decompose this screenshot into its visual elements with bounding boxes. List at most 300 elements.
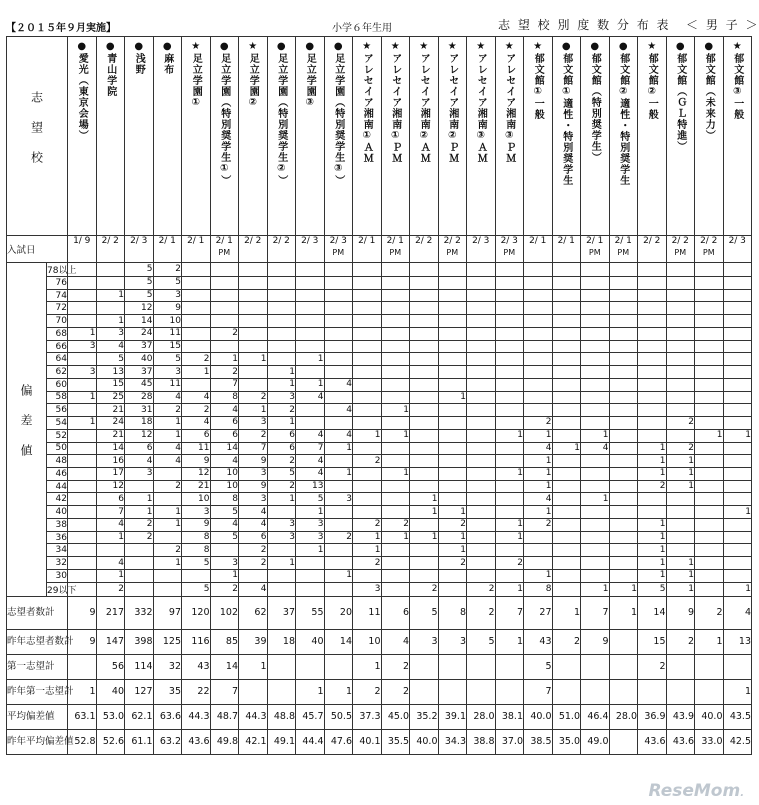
count-cell [666, 289, 695, 302]
count-cell [552, 417, 581, 430]
count-cell [495, 302, 524, 315]
count-cell [495, 366, 524, 379]
count-cell [495, 506, 524, 519]
count-cell [638, 506, 667, 519]
summary-value: 38.8 [467, 729, 496, 754]
count-cell: 1 [68, 327, 97, 340]
count-cell: 2 [239, 557, 268, 570]
count-cell [467, 417, 496, 430]
band-label: 60 [47, 378, 68, 391]
summary-value [609, 679, 638, 704]
count-cell: 1 [125, 506, 154, 519]
summary-value: 1 [239, 654, 268, 679]
count-cell: 21 [182, 480, 211, 493]
count-cell [467, 391, 496, 404]
exam-date-cell [666, 236, 695, 263]
school-name-cell [638, 37, 667, 236]
band-row [7, 327, 752, 340]
count-cell [296, 340, 325, 353]
summary-value: 18 [267, 629, 296, 654]
count-cell: 9 [182, 455, 211, 468]
band-row [7, 429, 752, 442]
count-cell [438, 302, 467, 315]
summary-value: 40.0 [410, 729, 439, 754]
count-cell: 1 [68, 391, 97, 404]
count-cell: 14 [96, 442, 125, 455]
count-cell [438, 378, 467, 391]
summary-value [695, 679, 724, 704]
count-cell [410, 327, 439, 340]
count-cell [68, 277, 97, 290]
summary-value: 1 [296, 679, 325, 704]
count-cell: 2 [239, 391, 268, 404]
count-cell [723, 455, 752, 468]
band-row [7, 518, 752, 531]
count-cell: 2 [153, 544, 182, 557]
count-cell [267, 340, 296, 353]
summary-value: 40 [296, 629, 325, 654]
count-cell [467, 327, 496, 340]
count-cell: 3 [324, 493, 353, 506]
band-row [7, 557, 752, 570]
count-cell: 1 [210, 353, 239, 366]
count-cell: 1 [125, 493, 154, 506]
count-cell [695, 289, 724, 302]
school-name-cell [267, 37, 296, 236]
count-cell [609, 493, 638, 506]
count-cell: 1 [581, 493, 610, 506]
count-cell [68, 518, 97, 531]
count-cell: 1 [666, 569, 695, 582]
band-label: 50 [47, 442, 68, 455]
pm-badge: PM [218, 248, 231, 257]
summary-value [723, 654, 752, 679]
school-name: ★アレセイア湘南③ＰＭ [503, 41, 515, 164]
count-cell [495, 493, 524, 506]
count-cell [666, 429, 695, 442]
school-name: ★アレセイア湘南②ＡＭ [418, 41, 430, 164]
summary-value: 13 [723, 629, 752, 654]
summary-value [267, 679, 296, 704]
count-cell [723, 557, 752, 570]
school-name-cell [695, 37, 724, 236]
count-cell [524, 353, 553, 366]
summary-value [666, 654, 695, 679]
count-cell [609, 531, 638, 544]
count-cell: 11 [153, 327, 182, 340]
school-name: ●郁文館（未来力） [703, 41, 715, 141]
count-cell: 4 [524, 493, 553, 506]
count-cell [495, 289, 524, 302]
count-cell [638, 353, 667, 366]
school-name-cell [723, 37, 752, 236]
count-cell [552, 582, 581, 596]
count-cell [666, 366, 695, 379]
summary-value: 63.2 [153, 729, 182, 754]
summary-value: 97 [153, 596, 182, 629]
summary-value: 1 [723, 679, 752, 704]
count-cell [695, 391, 724, 404]
count-cell: 25 [96, 391, 125, 404]
count-cell: 24 [125, 327, 154, 340]
distribution-table [6, 36, 752, 755]
count-cell [638, 404, 667, 417]
exam-date: 2/ 1 [386, 236, 404, 246]
count-cell: 4 [324, 404, 353, 417]
school-name: ★郁文館③一般 [731, 41, 743, 120]
count-cell [467, 569, 496, 582]
count-cell: 3 [267, 531, 296, 544]
count-cell [353, 378, 382, 391]
exam-date-cell [695, 236, 724, 263]
count-cell [723, 404, 752, 417]
count-cell [467, 315, 496, 328]
count-cell [296, 569, 325, 582]
count-cell: 3 [68, 366, 97, 379]
summary-value [552, 679, 581, 704]
count-cell [296, 302, 325, 315]
summary-value: 44.4 [296, 729, 325, 754]
school-name: ●足立学園③ [304, 41, 316, 109]
count-cell [609, 442, 638, 455]
summary-value [609, 729, 638, 754]
count-cell [381, 442, 410, 455]
summary-value: 3 [438, 629, 467, 654]
count-cell [438, 315, 467, 328]
count-cell: 9 [153, 302, 182, 315]
count-cell [182, 263, 211, 277]
count-cell [381, 263, 410, 277]
band-label: 58 [47, 391, 68, 404]
count-cell: 7 [210, 378, 239, 391]
count-cell: 2 [239, 429, 268, 442]
count-cell [581, 506, 610, 519]
count-cell: 10 [153, 315, 182, 328]
count-cell [695, 340, 724, 353]
band-label: 46 [47, 468, 68, 481]
count-cell: 6 [210, 417, 239, 430]
count-cell [695, 404, 724, 417]
count-cell [68, 506, 97, 519]
count-cell [609, 353, 638, 366]
summary-value [495, 654, 524, 679]
count-cell [467, 340, 496, 353]
count-cell: 4 [182, 417, 211, 430]
count-cell [552, 302, 581, 315]
band-row [7, 289, 752, 302]
count-cell: 1 [296, 378, 325, 391]
count-cell: 2 [153, 263, 182, 277]
count-cell [695, 582, 724, 596]
band-row [7, 506, 752, 519]
summary-value: 42.5 [723, 729, 752, 754]
exam-date: 2/ 3 [472, 236, 490, 246]
count-cell: 3 [296, 531, 325, 544]
summary-value: 7 [210, 679, 239, 704]
count-cell [609, 417, 638, 430]
band-label: 64 [47, 353, 68, 366]
count-cell: 3 [68, 340, 97, 353]
count-cell: 37 [125, 366, 154, 379]
summary-value: 102 [210, 596, 239, 629]
summary-value: 40.0 [695, 704, 724, 729]
count-cell: 10 [210, 468, 239, 481]
summary-value: 398 [125, 629, 154, 654]
count-cell [609, 289, 638, 302]
count-cell [381, 493, 410, 506]
exam-date: 2/ 2 [671, 236, 689, 246]
pm-badge: PM [674, 248, 687, 257]
count-cell: 4 [581, 442, 610, 455]
band-label: 56 [47, 404, 68, 417]
count-cell [495, 569, 524, 582]
count-cell: 4 [524, 442, 553, 455]
count-cell: 5 [638, 582, 667, 596]
count-cell: 1 [353, 544, 382, 557]
count-cell [410, 353, 439, 366]
count-cell [552, 506, 581, 519]
count-cell [695, 417, 724, 430]
exam-date-cell [467, 236, 496, 263]
count-cell [324, 327, 353, 340]
count-cell [581, 366, 610, 379]
summary-value [581, 679, 610, 704]
count-cell: 31 [125, 404, 154, 417]
count-cell: 4 [153, 455, 182, 468]
count-cell [296, 417, 325, 430]
school-name: ★足立学園① [190, 41, 202, 109]
count-cell [552, 353, 581, 366]
count-cell: 1 [666, 455, 695, 468]
summary-value [438, 654, 467, 679]
summary-value: 43.6 [182, 729, 211, 754]
school-name: ●愛光（東京会場） [76, 41, 88, 141]
count-cell: 4 [210, 455, 239, 468]
count-cell: 3 [353, 582, 382, 596]
count-cell: 12 [182, 468, 211, 481]
summary-value: 38.5 [524, 729, 553, 754]
count-cell [410, 340, 439, 353]
band-label: 40 [47, 506, 68, 519]
count-cell [68, 289, 97, 302]
count-cell [353, 442, 382, 455]
count-cell [609, 557, 638, 570]
count-cell [723, 569, 752, 582]
count-cell: 5 [267, 468, 296, 481]
count-cell [695, 263, 724, 277]
count-cell: 4 [239, 582, 268, 596]
summary-value: 49.0 [581, 729, 610, 754]
exam-date-cell [552, 236, 581, 263]
school-name-cell [467, 37, 496, 236]
summary-value: 49.8 [210, 729, 239, 754]
count-cell [68, 480, 97, 493]
summary-value: 2 [638, 654, 667, 679]
count-cell: 1 [353, 429, 382, 442]
summary-value: 34.3 [438, 729, 467, 754]
count-cell [353, 263, 382, 277]
count-cell: 3 [239, 417, 268, 430]
count-cell: 1 [495, 582, 524, 596]
band-row [7, 277, 752, 290]
count-cell [324, 557, 353, 570]
summary-value: 14 [324, 629, 353, 654]
count-cell: 1 [239, 353, 268, 366]
count-cell [695, 569, 724, 582]
count-cell: 1 [296, 353, 325, 366]
count-cell [438, 404, 467, 417]
count-cell: 1 [153, 518, 182, 531]
count-cell [125, 557, 154, 570]
count-cell [381, 582, 410, 596]
count-cell [410, 544, 439, 557]
count-cell [467, 404, 496, 417]
count-cell [267, 569, 296, 582]
exam-date-cell [581, 236, 610, 263]
count-cell [609, 391, 638, 404]
count-cell [467, 544, 496, 557]
count-cell: 1 [324, 468, 353, 481]
count-cell [609, 302, 638, 315]
count-cell: 3 [182, 506, 211, 519]
pm-badge: PM [617, 248, 630, 257]
count-cell: 4 [96, 557, 125, 570]
count-cell [267, 353, 296, 366]
count-cell: 1 [581, 429, 610, 442]
summary-value: 47.6 [324, 729, 353, 754]
summary-value: 1 [495, 629, 524, 654]
exam-date-cell [125, 236, 154, 263]
summary-value [695, 654, 724, 679]
count-cell: 1 [581, 582, 610, 596]
exam-date-cell [182, 236, 211, 263]
count-cell [552, 480, 581, 493]
summary-value: 217 [96, 596, 125, 629]
summary-value: 42.1 [239, 729, 268, 754]
count-cell [467, 442, 496, 455]
exam-date-cell [381, 236, 410, 263]
count-cell [552, 557, 581, 570]
count-cell [495, 327, 524, 340]
count-cell [324, 544, 353, 557]
count-cell: 6 [267, 442, 296, 455]
count-cell [68, 442, 97, 455]
count-cell [552, 277, 581, 290]
count-cell [68, 544, 97, 557]
count-cell [324, 506, 353, 519]
summary-value [68, 654, 97, 679]
exam-date-cell [296, 236, 325, 263]
count-cell: 1 [96, 531, 125, 544]
summary-label: 平均偏差値 [7, 704, 68, 729]
count-cell [381, 455, 410, 468]
count-cell: 9 [239, 455, 268, 468]
count-cell: 1 [381, 404, 410, 417]
summary-value: 48.8 [267, 704, 296, 729]
count-cell [695, 531, 724, 544]
count-cell [495, 353, 524, 366]
count-cell [438, 582, 467, 596]
count-cell [723, 378, 752, 391]
count-cell [666, 404, 695, 417]
summary-value: 40.0 [524, 704, 553, 729]
count-cell [467, 468, 496, 481]
exam-date: 2/ 1 [215, 236, 233, 246]
count-cell [666, 506, 695, 519]
exam-date-cell [210, 236, 239, 263]
count-cell [353, 302, 382, 315]
count-cell [638, 429, 667, 442]
count-cell: 11 [153, 378, 182, 391]
summary-value: 116 [182, 629, 211, 654]
count-cell [581, 557, 610, 570]
count-cell [723, 289, 752, 302]
count-cell [695, 518, 724, 531]
summary-row [7, 654, 752, 679]
count-cell [239, 366, 268, 379]
summary-value: 38.1 [495, 704, 524, 729]
summary-value: 2 [353, 679, 382, 704]
summary-value: 9 [666, 596, 695, 629]
count-cell [68, 302, 97, 315]
band-label: 29以下 [47, 582, 68, 596]
count-cell: 4 [96, 340, 125, 353]
exam-date: 2/ 3 [500, 236, 518, 246]
count-cell [239, 327, 268, 340]
school-name-cell [210, 37, 239, 236]
count-cell [210, 277, 239, 290]
count-cell [267, 544, 296, 557]
count-cell [695, 468, 724, 481]
band-row [7, 404, 752, 417]
summary-value: 9 [68, 629, 97, 654]
summary-value: 14 [210, 654, 239, 679]
summary-value: 15 [638, 629, 667, 654]
count-cell: 5 [153, 277, 182, 290]
count-cell [695, 506, 724, 519]
summary-value [267, 654, 296, 679]
count-cell: 1 [495, 429, 524, 442]
count-cell: 1 [524, 480, 553, 493]
count-cell [638, 327, 667, 340]
summary-label: 志望者数計 [7, 596, 68, 629]
count-cell [96, 263, 125, 277]
count-cell [182, 302, 211, 315]
count-cell: 4 [239, 506, 268, 519]
count-cell [239, 340, 268, 353]
exam-date-cell [609, 236, 638, 263]
count-cell [495, 340, 524, 353]
count-cell [524, 557, 553, 570]
summary-value: 2 [381, 679, 410, 704]
count-cell: 8 [182, 531, 211, 544]
count-cell [381, 480, 410, 493]
count-cell: 4 [296, 468, 325, 481]
count-cell: 8 [182, 544, 211, 557]
summary-value: 1 [695, 629, 724, 654]
count-cell [723, 442, 752, 455]
school-name-cell [182, 37, 211, 236]
count-cell [68, 455, 97, 468]
summary-row [7, 596, 752, 629]
count-cell: 7 [239, 442, 268, 455]
count-cell [581, 289, 610, 302]
count-cell: 1 [267, 493, 296, 506]
count-cell [495, 442, 524, 455]
count-cell: 6 [210, 429, 239, 442]
count-cell [609, 569, 638, 582]
exam-date: 2/ 1 [614, 236, 632, 246]
